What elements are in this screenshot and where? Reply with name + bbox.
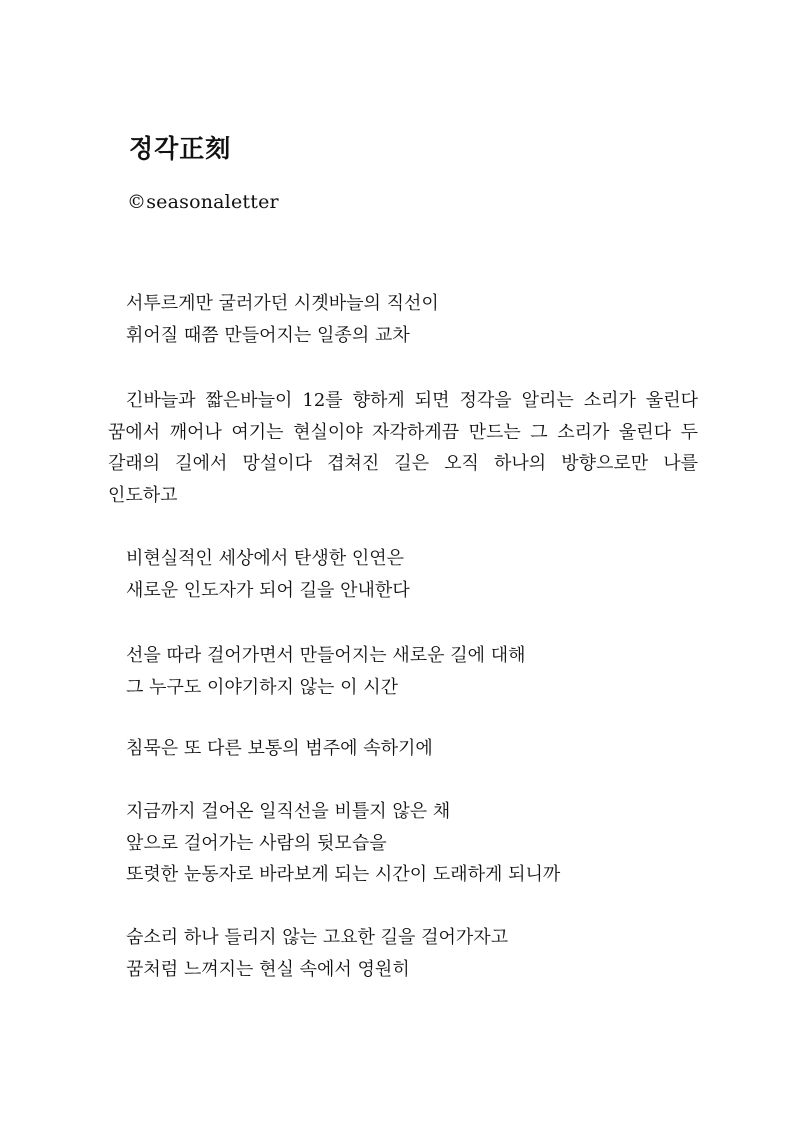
stanza-2: 긴바늘과 짧은바늘이 12를 향하게 되면 정각을 알리는 소리가 울린다 꿈에서 깨어나 여기는 현실이야 자각하게끔 만드는 그 소리가 울린다 두 갈래의 길에서 망설이다 겹쳐진 길은 오직 하나의 방향으로만 나를 인도하고 — [108, 390, 698, 506]
stanza-4 — [108, 640, 698, 703]
stanza-7 — [108, 922, 698, 985]
poem-line: 비현실적인 세상에서 탄생한 인연은 — [126, 548, 404, 569]
poem-line: 꿈처럼 느껴지는 현실 속에서 영원히 — [126, 958, 410, 980]
stanza-3 — [108, 543, 698, 606]
poem-line: 숨소리 하나 들리지 않는 고요한 길을 걸어가자고 — [126, 927, 509, 948]
poem-line: 새로운 인도자가 되어 길을 안내한다 — [126, 579, 410, 601]
poem-line: 또렷한 눈동자로 바라보게 되는 시간이 도래하게 되니까 — [126, 864, 561, 885]
stanza-1 — [108, 288, 698, 351]
poem-line: 앞으로 걸어가는 사람의 뒷모습을 — [126, 832, 387, 854]
author-credit: ©seasonaletter — [127, 191, 279, 213]
poem-line: 침묵은 또 다른 보통의 범주에 속하기에 — [126, 738, 433, 759]
poem-line: 그 누구도 이야기하지 않는 이 시간 — [126, 676, 399, 698]
poem-line: 휘어질 때쯤 만들어지는 일종의 교차 — [126, 324, 410, 346]
poem-line: 선을 따라 걸어가면서 만들어지는 새로운 길에 대해 — [126, 645, 526, 666]
poem-line: 지금까지 걸어온 일직선을 비틀지 않은 채 — [126, 801, 451, 822]
stanza-5 — [108, 733, 698, 765]
poem-line: 서투르게만 굴러가던 시곗바늘의 직선이 — [126, 293, 439, 314]
poem-title: 정각正刻 — [129, 134, 232, 163]
stanza-6 — [108, 796, 698, 891]
